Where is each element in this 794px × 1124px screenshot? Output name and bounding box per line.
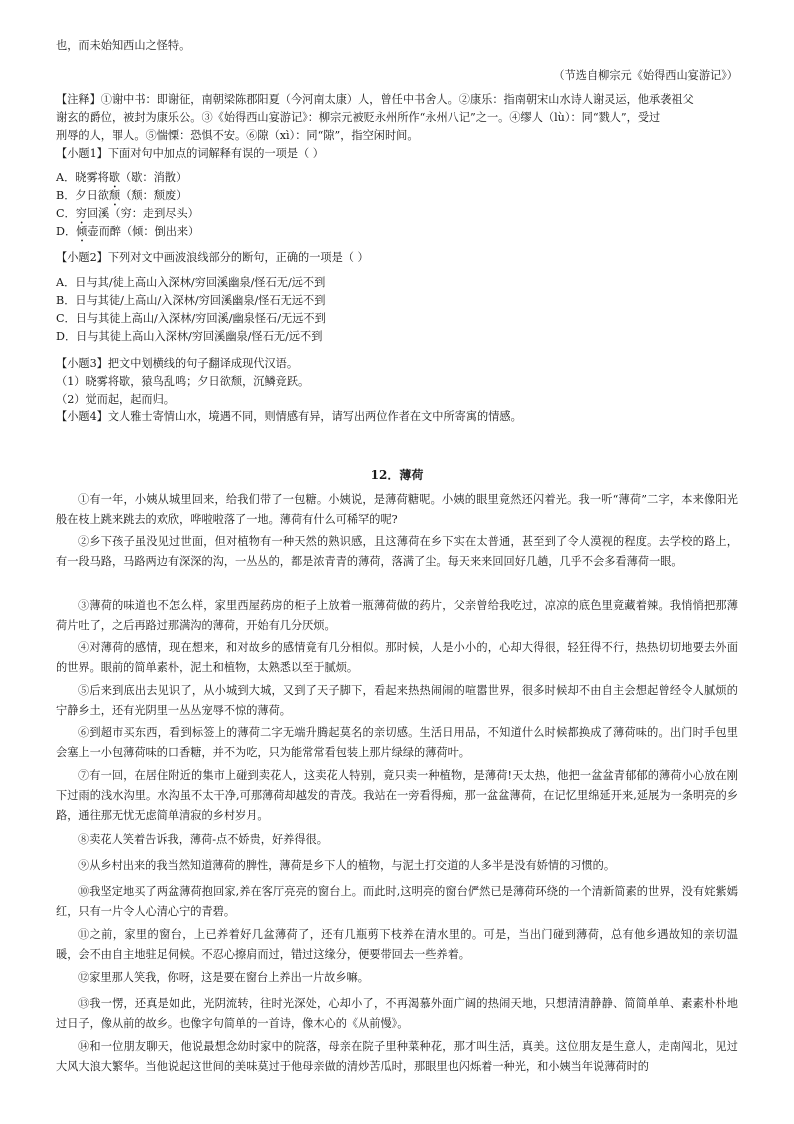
article-paragraph: ⑫家里那人笑我，你呀，这是要在窗台上养出一片故乡嘛。 [78, 971, 369, 984]
article-paragraph: ①有一年，小姨从城里回来，给我们带了一包糖。小姨说，是薄荷糖呢。小姨的眼里竟然还闪着光。我一听“薄荷”二字，本来像阳光般在枝上跳来跳去的欢欣，哗啦啦落了一地。薄荷有什么可稀罕的呢? [56, 493, 738, 526]
notes-line: 谢玄的爵位，被封为康乐公。③《始得西山宴游记》：柳宗元被贬永州所作“永州八记”之一。④缪人（lù）：同“戮人”，受过 [56, 111, 661, 124]
question-1-stem: 【小题1】下面对句中加点的词解释有误的一项是（ ） [56, 147, 324, 160]
question-1-option-c[interactable]: C．穷回溪（穷：走到尽头） [56, 207, 199, 220]
question-3-stem: 【小题3】把文中划横线的句子翻译成现代汉语。 [56, 357, 299, 370]
article-paragraph: ④对薄荷的感情，现在想来，和对故乡的感情竟有几分相似。那时候，人是小小的，心却大得很，轻狂得不行，热热切切地要去外面的世界。眼前的简单素朴，泥土和植物，太熟悉以至于腻烦。 [56, 641, 738, 674]
article-paragraph: ⑭和一位朋友聊天，他说最想念幼时家中的院落，母亲在院子里种菜种花，那才叫生活，真美。这位朋友是生意人，走南闯北，见过大风大浪大繁华。当他说起这世间的美味莫过于他母亲做的清炒苦瓜时，那眼里也闪烁着一种光，和小姨当年说薄荷时的 [56, 1040, 738, 1073]
article-paragraph: ⑪之前，家里的窗台，上已养着好几盆薄荷了，还有几瓶剪下枝养在清水里的。可是，当出门碰到薄荷，总有他乡遇故知的亲切温暖，会不由自主地驻足伺候。不忍心擦肩而过，错过这缘分，便要带回去一些养着。 [56, 928, 738, 961]
question-2-option-d[interactable]: D．日与其徒上高山入深林/穷回溪幽泉/怪石无/远不到 [56, 330, 323, 343]
article-paragraph: ⑦有一回，在居住附近的集市上碰到卖花人，这卖花人特别，竟只卖一种植物，是薄荷!天太热，他把一盆盆青郁郁的薄荷小心放在刚下过雨的浅水沟里。水沟虽不太干净,可那薄荷却越发的青茂。我站在一旁看得痴，那一盆盆薄荷，在记忆里绵延开来,延展为一条明亮的乡路，通往那无忧无虑简单清寂的乡村岁月。 [56, 769, 738, 822]
question-4-stem: 【小题4】文人雅士寄情山水，境遇不同，则情感有异，请写出两位作者在文中所寄寓的情感。 [56, 410, 522, 423]
notes-line: 【注释】①谢中书：即谢征，南朝梁陈郡阳夏（今河南太康）人，曾任中书舍人。②康乐：指南朝宋山水诗人谢灵运，他承袭祖父 [56, 93, 694, 106]
question-2-option-a[interactable]: A．日与其/徒上高山入深林/穷回溪幽泉/怪石无/远不到 [56, 276, 326, 289]
dotted-word: 颓 [108, 189, 121, 202]
dotted-word: 歇 [108, 171, 121, 184]
question-3-item: （1）晓雾将歇，猿鸟乱鸣；夕日欲颓，沉鳞竞跃。 [56, 375, 310, 388]
article-paragraph: ⑩我坚定地买了两盆薄荷抱回家,养在客厅亮亮的窗台上。而此时,这明亮的窗台俨然已是薄荷环绕的一个清新简素的世界，没有姹紫嫣红，只有一片令人心清心宁的青碧。 [56, 885, 738, 918]
article-paragraph: ⑤后来到底出去见识了，从小城到大城，又到了天子脚下，看起来热热闹闹的喧嚣世界，很多时候却不由自主会想起曾经令人腻烦的宁静乡土，还有光阴里一丛丛宠辱不惊的薄荷。 [56, 684, 738, 717]
source-citation: （节选自柳宗元《始得西山宴游记》） [553, 69, 738, 82]
dotted-word: 倾 [76, 225, 88, 238]
article-paragraph: ⑨从乡村出来的我当然知道薄荷的脾性，薄荷是乡下人的植物，与泥土打交道的人多半是没有娇情的习惯的。 [78, 859, 616, 872]
article-title: 12．薄荷 [370, 468, 424, 482]
question-1-option-b[interactable]: B．夕日欲颓（颓：颓废） [56, 189, 188, 202]
question-2-stem: 【小题2】下列对文中画波浪线部分的断句，正确的一项是（ ） [56, 251, 369, 264]
article-paragraph: ⑥到超市买东西，看到标签上的薄荷二字无端升腾起莫名的亲切感。生活日用品，不知道什么时候都换成了薄荷味的。出门时手包里会塞上一小包薄荷味的口香糖，并不为吃，只为能常常看包装上那片绿绿的薄荷叶。 [56, 726, 738, 759]
article-paragraph: ③薄荷的味道也不怎么样，家里西屋药房的柜子上放着一瓶薄荷做的药片，父亲曾给我吃过，凉凉的底色里竟藏着辣。我悄悄把那薄荷片吐了，之后再路过那满沟的薄荷，开始有几分厌烦。 [56, 599, 738, 632]
question-2-option-b[interactable]: B．日与其徒/上高山/入深林/穷回溪幽泉/怪石无远不到 [56, 294, 326, 307]
question-1-option-d[interactable]: D．倾壶而醉（倾：倒出来） [56, 225, 200, 238]
question-3-item: （2）觉而起，起而归。 [56, 393, 175, 406]
article-paragraph: ⑧卖花人笑着告诉我，薄荷-点不娇贵，好养得很。 [78, 833, 328, 846]
question-1-option-a[interactable]: A．晓雾将歇（歇：消散） [56, 171, 188, 184]
intro-line: 也，而未始知西山之怪特。 [56, 39, 191, 52]
article-paragraph: ②乡下孩子虽没见过世面，但对植物有一种天然的熟识感，且这薄荷在乡下实在太普通，甚至到了令人漠视的程度。去学校的路上，有一段马路，马路两边有深深的沟，一丛丛的，都是浓青青的薄荷，落满了尘。每天来来回回好几趟，几乎不会多看薄荷一眼。 [56, 535, 738, 568]
article-paragraph: ⑬我一愣，还真是如此，光阴流转，往时光深处，心却小了，不再渴慕外面广阔的热闹天地，只想清清静静、简简单单、素素朴朴地过日子，像从前的故乡。也像字句简单的一首诗，像木心的《从前慢》。 [56, 997, 738, 1030]
notes-line: 刑辱的人，罪人。⑤惴慄：恐惧不安。⑥隙（xì）：同“隙”，指空闲时间。 [56, 129, 419, 142]
question-2-option-c[interactable]: C．日与其徒上高山/入深林/穷回溪/幽泉怪石/无远不到 [56, 312, 326, 325]
dotted-word: 穷 [75, 207, 87, 220]
